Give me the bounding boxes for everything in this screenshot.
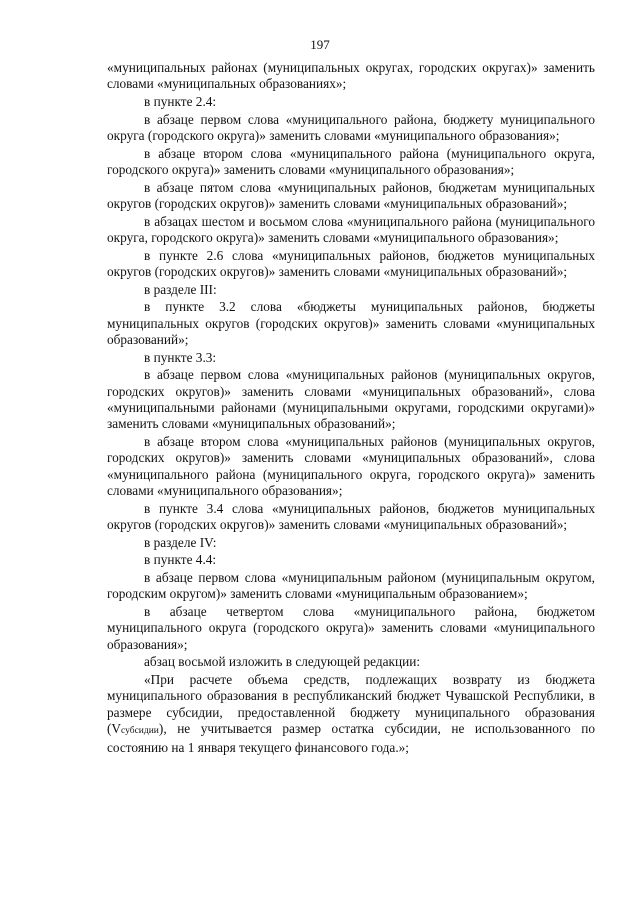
paragraph: в абзаце втором слова «муниципального района (муниципального округа, городского округа)» заменить словами «муниципального образования»; <box>107 145 595 177</box>
paragraph: в абзаце первом слова «муниципального района, бюджету муниципального округа (городского округа)» заменить словами «муниципального образования»; <box>107 111 595 143</box>
paragraph: в пункте 3.2 слова «бюджеты муниципальных районов, бюджеты муниципальных округов (городских округов)» заменить словами «муниципальных образований»; <box>107 299 595 347</box>
paragraph: абзац восьмой изложить в следующей редакции: <box>144 654 421 670</box>
paragraph: в абзацах шестом и восьмом слова «муниципального района (муниципального округа, городского округа)» заменить словами «муниципального образования»; <box>107 213 595 245</box>
quoted-text-start: «При расчете объема средств, подлежащих возврату из бюджета муниципального образования в республиканский бюджет Чувашской Республики, в размере субсидии, предоставленной бюджету муниципального образования (V <box>107 672 595 737</box>
quoted-text-end: ), не учитывается размер остатка субсидии, не использованного по состоянию на 1 января текущего финансового года.»; <box>107 721 595 755</box>
document-body <box>107 60 595 757</box>
subscript-subsidy: субсидии <box>121 726 159 737</box>
paragraph: в абзаце втором слова «муниципальных районов (муниципальных округов, городских округов)» заменить словами «муниципальных образований», слова «муниципального района (муниципального округа, городского округа)» заменить словами «муниципального образования»; <box>107 434 595 499</box>
paragraph: в пункте 4.4: <box>144 552 217 568</box>
paragraph: в абзаце четвертом слова «муниципального района, бюджетом муниципального округа (городского округа)» заменить словами «муниципального образования»; <box>107 604 595 652</box>
paragraph: в пункте 2.6 слова «муниципальных районов, бюджетов муниципальных округов (городских округов)» заменить словами «муниципальных образований»; <box>107 247 595 279</box>
paragraph: в разделе IV: <box>144 534 217 550</box>
paragraph: в пункте 2.4: <box>144 94 217 109</box>
paragraph: в пункте 3.3: <box>144 349 217 365</box>
paragraph: в абзаце пятом слова «муниципальных районов, бюджетам муниципальных округов (городских округов)» заменить словами «муниципальных образований»; <box>107 179 595 211</box>
paragraph: в пункте 3.4 слова «муниципальных районов, бюджетов муниципальных округов (городских округов)» заменить словами «муниципальных образований»; <box>107 500 595 533</box>
paragraph: в абзаце первом слова «муниципальным районом (муниципальным округом, городским округом)» заменить словами «муниципальным образованием»; <box>107 570 595 602</box>
paragraph: в абзаце первом слова «муниципальных районов (муниципальных округов, городских округов)» заменить словами «муниципальных образований», слова «муниципальными районами (муниципальными округами, городскими округами)» заменить словами «муниципальных образований»; <box>107 367 595 432</box>
page-number: 197 <box>310 37 330 52</box>
paragraph-continuation: «муниципальных районах (муниципальных округах, городских округах)» заменить словами «муниципальных образованиях»; <box>107 60 595 92</box>
paragraph: в разделе III: <box>144 281 217 297</box>
paragraph-quoted-text <box>107 672 595 756</box>
